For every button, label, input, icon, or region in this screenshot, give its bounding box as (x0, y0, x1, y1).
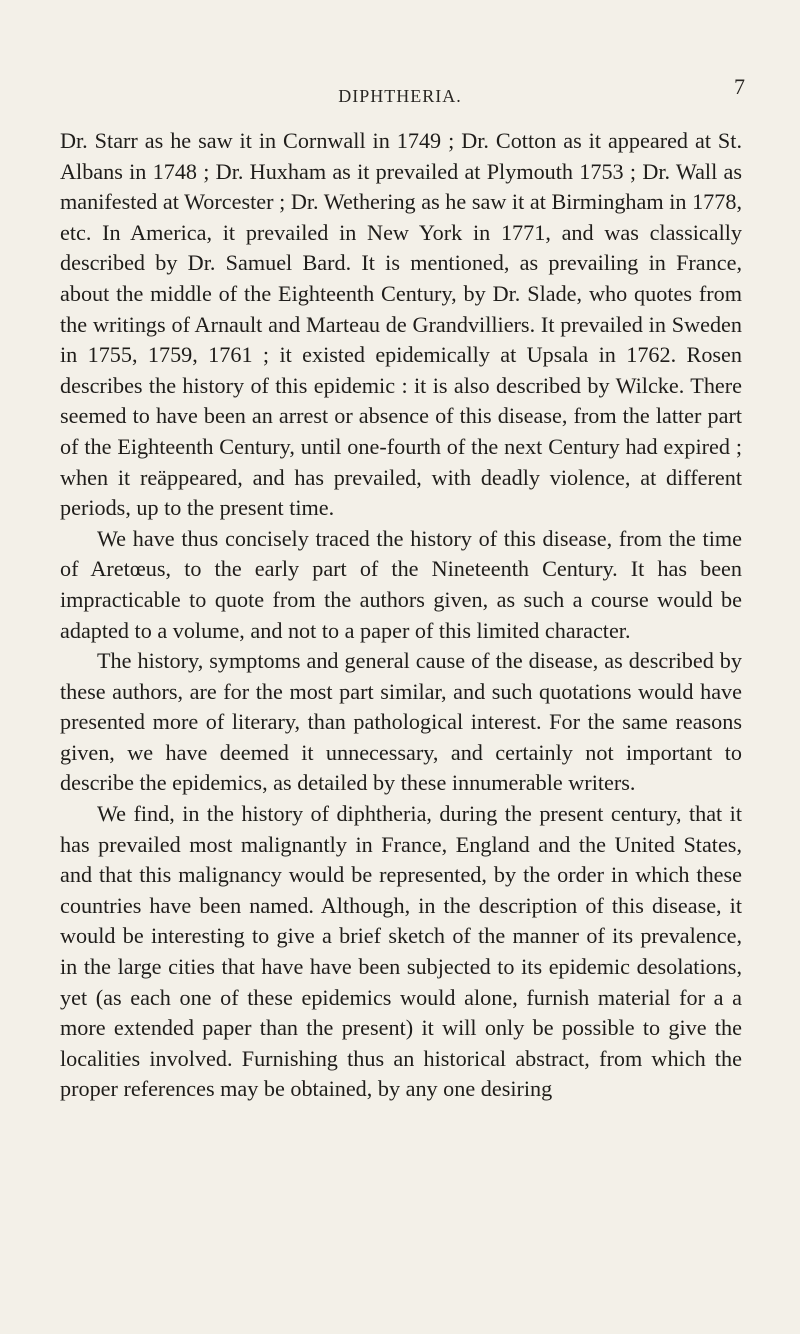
running-title: DIPHTHERIA. (338, 86, 462, 106)
paragraph: We find, in the history of diphtheria, during the present century, that it has prevailed most malignantly in France, England and the United States, and that this malignancy would be represented, by the order in which these countries have been named. Although, in the description of this disease, it would be interesting to give a brief sketch of the manner of its prevalence, in the large cities that have have been subjected to its epidemic desolations, yet (as each one of these epidemics would alone, furnish material for a a more extended paper than the present) it will only be possible to give the localities involved. Furnishing thus an historical abstract, from which the proper references may be obtained, by any one desiring (60, 801, 742, 1102)
body-text (60, 126, 742, 1105)
paragraph: We have thus concisely traced the history of this disease, from the time of Aretœus, to the early part of the Nineteenth Century. It has been impracticable to quote from the authors given, as such a course would be adapted to a volume, and not to a paper of this limited character. (60, 525, 742, 643)
paragraph-continuation: Dr. Starr as he saw it in Cornwall in 1749 ; Dr. Cotton as it appeared at St. Albans in 1748 ; Dr. Huxham as it prevailed at Plymouth 1753 ; Dr. Wall as manifested at Worcester ; Dr. Wethering as he saw it at Birmingham in 1778, etc. In America, it prevailed in New York in 1771, and was classically described by Dr. Samuel Bard. It is mentioned, as prevailing in France, about the middle of the Eighteenth Century, by Dr. Slade, who quotes from the writings of Arnault and Marteau de Grandvilliers. It prevailed in Sweden in 1755, 1759, 1761 ; it existed epidemically at Upsala in 1762. Rosen describes the history of this epidemic : it is also described by Wilcke. There seemed to have been an arrest or absence of this disease, from the latter part of the Eighteenth Century, until one-fourth of the next Century had expired ; when it reäppeared, and has prevailed, with deadly violence, at different periods, up to the present time. (60, 128, 742, 521)
page-number: 7 (734, 74, 745, 99)
running-head (0, 74, 800, 116)
paragraph: The history, symptoms and general cause of the disease, as described by these authors, are for the most part similar, and such quotations would have presented more of literary, than pathological interest. For the same reasons given, we have deemed it unnecessary, and certainly not important to describe the epidemics, as detailed by these innumerable writers. (60, 648, 742, 796)
